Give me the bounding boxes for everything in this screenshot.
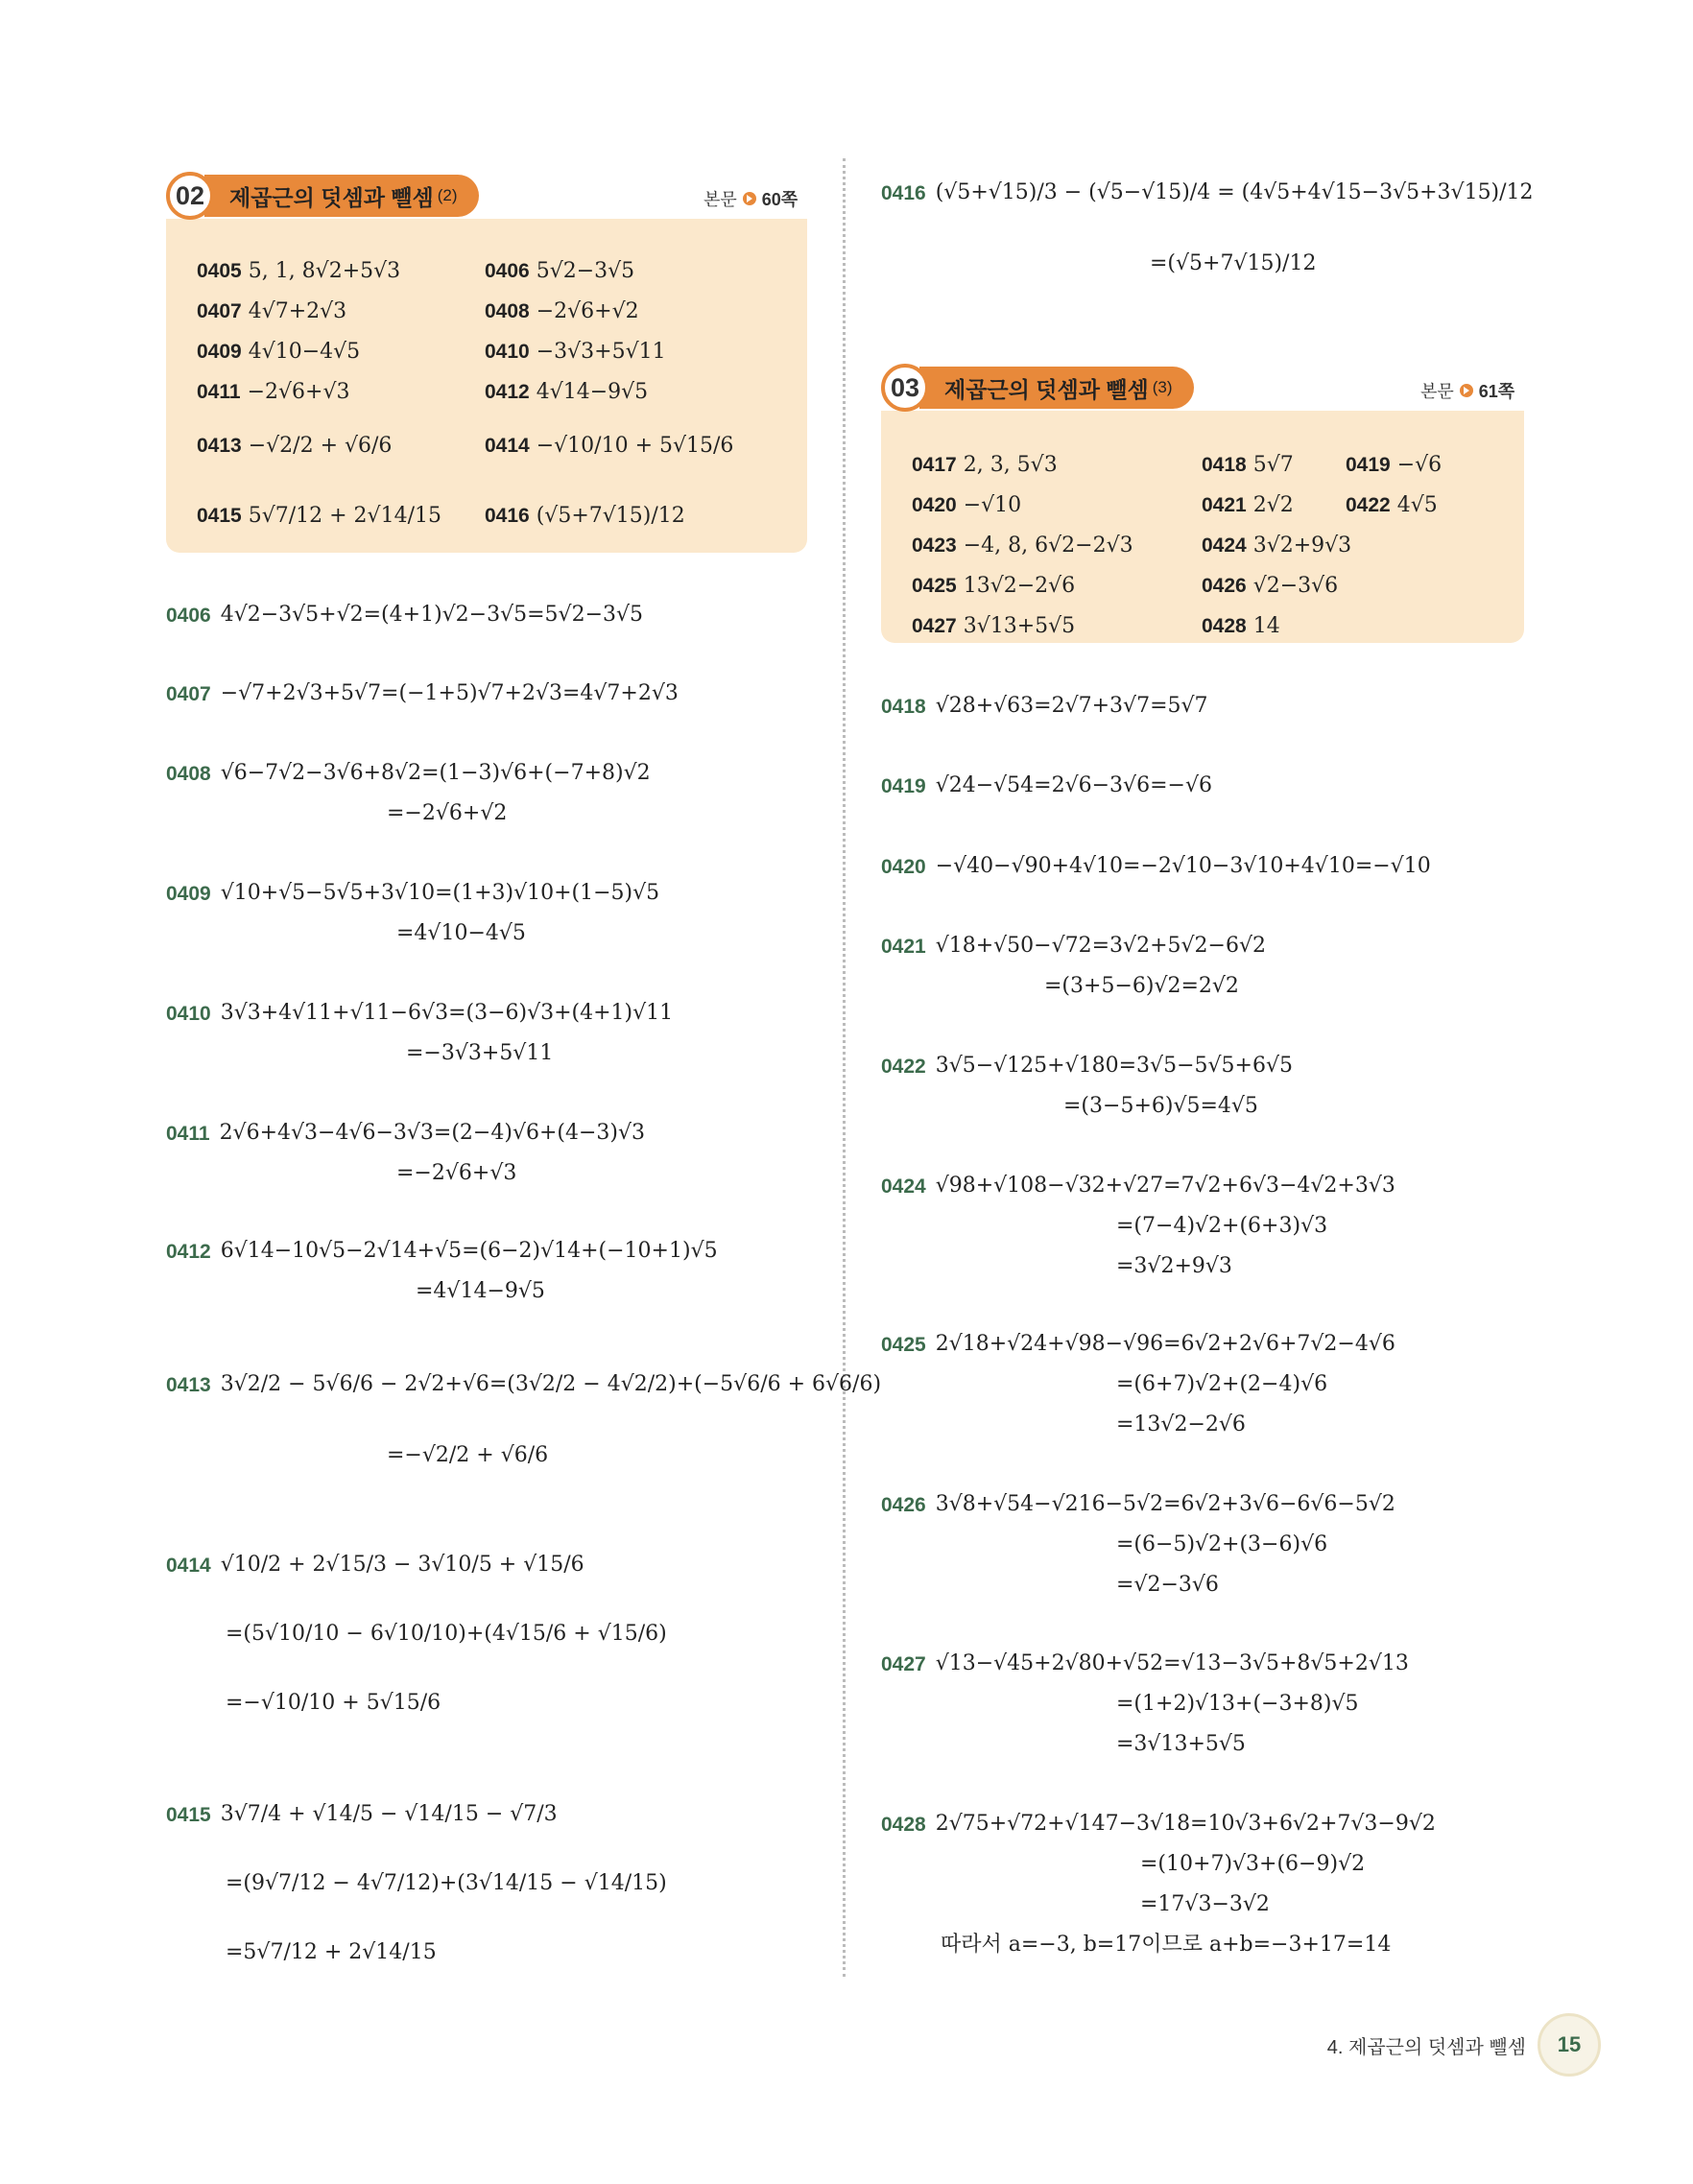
solution-line bbox=[881, 775, 1212, 796]
solution-line bbox=[396, 1163, 516, 1184]
solution-text: −√7+2√3+5√7=(−1+5)√7+2√3=4√7+2√3 bbox=[220, 681, 679, 705]
solution-text: √13−√45+2√80+√52=√13−3√5+8√5+2√13 bbox=[935, 1651, 1409, 1675]
answer-item bbox=[1346, 493, 1438, 517]
solution-text: =−2√6+√3 bbox=[396, 1161, 517, 1185]
solution-text: =3√13+5√5 bbox=[1116, 1732, 1246, 1756]
answer-text: −√10 bbox=[963, 493, 1022, 517]
solution-line bbox=[1063, 1096, 1258, 1117]
solution-text: =(6+7)√2+(2−4)√6 bbox=[1116, 1372, 1328, 1396]
solution-id: 0426 bbox=[881, 1493, 926, 1516]
solution-id: 0420 bbox=[881, 855, 926, 878]
solution-text: 3√2/2 − 5√6/6 − 2√2+√6=(3√2/2 − 4√2/2)+(−5√6/6 + 6√6/6) bbox=[220, 1372, 882, 1396]
answer-item bbox=[485, 380, 648, 404]
solution-text: 3√7/4 + √14/5 − √14/15 − √7/3 bbox=[220, 1802, 558, 1826]
solution-line bbox=[941, 1935, 1391, 1956]
solution-id: 0425 bbox=[881, 1333, 926, 1356]
ref-label: 본문 bbox=[1420, 382, 1454, 401]
answer-id: 0408 bbox=[485, 299, 530, 322]
solution-text: =17√3−3√2 bbox=[1140, 1892, 1270, 1916]
answer-text: 14 bbox=[1252, 614, 1280, 638]
answer-id: 0413 bbox=[197, 434, 242, 457]
solution-line bbox=[166, 1241, 718, 1262]
solution-line bbox=[166, 605, 643, 626]
ref-label: 본문 bbox=[703, 190, 737, 209]
solution-line bbox=[1116, 1216, 1327, 1237]
solution-text: √28+√63=2√7+3√7=5√7 bbox=[935, 694, 1208, 718]
solution-text: 2√75+√72+√147−3√18=10√3+6√2+7√3−9√2 bbox=[935, 1812, 1436, 1836]
answer-id: 0419 bbox=[1346, 453, 1391, 476]
answer-id: 0418 bbox=[1202, 453, 1247, 476]
solution-text: √24−√54=2√6−3√6=−√6 bbox=[935, 773, 1212, 797]
solution-text: =(1+2)√13+(−3+8)√5 bbox=[1116, 1692, 1359, 1716]
solution-text: −√40−√90+4√10=−2√10−3√10+4√10=−√10 bbox=[935, 854, 1431, 878]
answer-item bbox=[485, 434, 733, 458]
section-title bbox=[204, 175, 479, 217]
solution-line bbox=[881, 1814, 1436, 1835]
solution-id: 0407 bbox=[166, 682, 211, 705]
answer-item bbox=[197, 299, 346, 323]
solution-id: 0421 bbox=[881, 935, 926, 958]
solution-line bbox=[1150, 253, 1316, 274]
answer-id: 0406 bbox=[485, 259, 530, 282]
solution-line bbox=[1116, 1256, 1232, 1277]
solution-text: =13√2−2√6 bbox=[1116, 1412, 1246, 1436]
solution-text: 2√6+4√3−4√6−3√3=(2−4)√6+(4−3)√3 bbox=[219, 1121, 645, 1145]
answer-text: 2, 3, 5√3 bbox=[963, 453, 1058, 477]
solution-text: =(√5+7√15)/12 bbox=[1150, 251, 1317, 275]
answer-text: −√10/10 + 5√15/6 bbox=[536, 434, 734, 458]
answer-text: −3√3+5√11 bbox=[536, 340, 666, 364]
solution-id: 0414 bbox=[166, 1554, 211, 1577]
solution-line bbox=[396, 923, 526, 944]
answer-id: 0426 bbox=[1202, 574, 1247, 597]
answer-id: 0423 bbox=[912, 534, 957, 557]
answer-text: 5, 1, 8√2+5√3 bbox=[248, 259, 401, 283]
solution-line bbox=[881, 696, 1208, 717]
section-title bbox=[919, 367, 1194, 409]
answer-id: 0425 bbox=[912, 574, 957, 597]
solution-line bbox=[1116, 1414, 1246, 1436]
section-number: 03 bbox=[881, 364, 929, 412]
answer-item bbox=[1202, 574, 1338, 598]
answer-id: 0411 bbox=[197, 380, 241, 403]
solution-line bbox=[1116, 1374, 1327, 1395]
answer-id: 0422 bbox=[1346, 493, 1391, 516]
answer-item bbox=[1202, 614, 1280, 638]
solution-line bbox=[387, 803, 507, 824]
solution-line bbox=[166, 1003, 673, 1024]
answer-id: 0415 bbox=[197, 504, 242, 527]
solution-text: 2√18+√24+√98−√96=6√2+2√6+7√2−4√6 bbox=[935, 1332, 1395, 1356]
answer-text: 4√10−4√5 bbox=[248, 340, 361, 364]
solution-id: 0427 bbox=[881, 1652, 926, 1675]
answer-text: −√6 bbox=[1396, 453, 1443, 477]
answer-id: 0417 bbox=[912, 453, 957, 476]
section-number: 02 bbox=[166, 172, 214, 220]
solution-line bbox=[1140, 1894, 1270, 1915]
solution-text: =4√10−4√5 bbox=[396, 921, 526, 945]
solution-text: 4√2−3√5+√2=(4+1)√2−3√5=5√2−3√5 bbox=[220, 603, 644, 627]
answer-id: 0420 bbox=[912, 493, 957, 516]
answer-item bbox=[197, 380, 349, 404]
solution-text: √98+√108−√32+√27=7√2+6√3−4√2+3√3 bbox=[935, 1174, 1395, 1198]
section-header-02 bbox=[166, 171, 479, 221]
arrow-right-icon bbox=[743, 192, 756, 205]
answer-id: 0416 bbox=[485, 504, 530, 527]
solution-line bbox=[226, 1693, 441, 1714]
solution-line bbox=[226, 1873, 667, 1894]
solution-line bbox=[881, 856, 1431, 877]
answer-text: 5√7 bbox=[1252, 453, 1294, 477]
solution-text: 3√8+√54−√216−5√2=6√2+3√6−6√6−5√2 bbox=[935, 1492, 1395, 1516]
solution-line bbox=[166, 1374, 881, 1395]
solution-id: 0411 bbox=[166, 1122, 210, 1145]
answer-item bbox=[1202, 453, 1294, 477]
arrow-right-icon bbox=[1460, 384, 1473, 397]
solution-line bbox=[166, 763, 651, 784]
solution-text: √6−7√2−3√6+8√2=(1−3)√6+(−7+8)√2 bbox=[220, 761, 651, 785]
answer-item bbox=[912, 574, 1075, 598]
section-title-sub: (3) bbox=[1152, 378, 1173, 396]
solution-id: 0408 bbox=[166, 762, 211, 785]
solution-line bbox=[1116, 1534, 1327, 1555]
page-reference bbox=[703, 186, 798, 211]
section-title-text: 제곱근의 덧셈과 뺄셈 bbox=[944, 376, 1149, 402]
section-title-sub: (2) bbox=[437, 186, 458, 204]
solution-text: =4√14−9√5 bbox=[416, 1279, 545, 1303]
solution-id: 0416 bbox=[881, 181, 926, 204]
solution-line bbox=[226, 1942, 437, 1963]
answer-id: 0427 bbox=[912, 614, 957, 637]
answer-text: 13√2−2√6 bbox=[963, 574, 1076, 598]
solution-text: =√2−3√6 bbox=[1116, 1573, 1219, 1597]
solution-text: =−2√6+√2 bbox=[387, 801, 508, 825]
answer-text: 5√2−3√5 bbox=[536, 259, 635, 283]
answer-item bbox=[485, 504, 685, 528]
solution-line bbox=[881, 1175, 1395, 1197]
answer-text: −2√6+√2 bbox=[536, 299, 639, 323]
solution-id: 0419 bbox=[881, 774, 926, 797]
answer-item bbox=[485, 340, 666, 364]
page-reference bbox=[1420, 378, 1514, 403]
solution-id: 0418 bbox=[881, 695, 926, 718]
answer-item bbox=[197, 504, 441, 528]
solution-id: 0413 bbox=[166, 1373, 211, 1396]
answer-text: 5√7/12 + 2√14/15 bbox=[248, 504, 441, 528]
solution-text: √10+√5−5√5+3√10=(1+3)√10+(1−5)√5 bbox=[220, 881, 660, 905]
solution-line bbox=[881, 1334, 1395, 1355]
answer-item bbox=[912, 493, 1021, 517]
answer-item bbox=[197, 340, 360, 364]
solution-id: 0415 bbox=[166, 1803, 211, 1826]
footer-chapter: 4. 제곱근의 덧셈과 뺄셈 bbox=[1326, 2036, 1526, 2058]
solution-id: 0424 bbox=[881, 1175, 926, 1198]
solution-line bbox=[387, 1445, 548, 1466]
solution-text: =−√10/10 + 5√15/6 bbox=[226, 1691, 441, 1715]
section-title-text: 제곱근의 덧셈과 뺄셈 bbox=[229, 184, 434, 210]
answer-item bbox=[1202, 534, 1351, 558]
answer-id: 0421 bbox=[1202, 493, 1247, 516]
answer-id: 0405 bbox=[197, 259, 242, 282]
answer-id: 0414 bbox=[485, 434, 530, 457]
solution-line bbox=[226, 1624, 667, 1645]
answer-id: 0428 bbox=[1202, 614, 1247, 637]
solution-line bbox=[416, 1281, 545, 1302]
solution-text: =−3√3+5√11 bbox=[406, 1041, 554, 1065]
answer-id: 0410 bbox=[485, 340, 530, 363]
section-header-03 bbox=[881, 363, 1194, 413]
solution-line bbox=[881, 936, 1266, 957]
solution-text: √18+√50−√72=3√2+5√2−6√2 bbox=[935, 934, 1266, 958]
solution-line bbox=[166, 1555, 584, 1576]
answer-item bbox=[1346, 453, 1442, 477]
solution-line bbox=[1116, 1734, 1246, 1755]
solution-line bbox=[1116, 1694, 1359, 1715]
solution-line bbox=[406, 1043, 553, 1064]
answer-item bbox=[1202, 493, 1294, 517]
page-number: 15 bbox=[1538, 2013, 1601, 2077]
answer-item bbox=[912, 453, 1058, 477]
answer-id: 0407 bbox=[197, 299, 242, 322]
answer-id: 0409 bbox=[197, 340, 242, 363]
answer-text: −4, 8, 6√2−2√3 bbox=[963, 534, 1133, 558]
answer-item bbox=[912, 614, 1075, 638]
solution-line bbox=[1116, 1575, 1219, 1596]
solution-line bbox=[1140, 1854, 1365, 1875]
solution-id: 0410 bbox=[166, 1002, 211, 1025]
ref-page: 60쪽 bbox=[761, 190, 799, 209]
solution-line bbox=[166, 1804, 558, 1825]
solution-text: =(7−4)√2+(6+3)√3 bbox=[1116, 1214, 1328, 1238]
solution-line bbox=[881, 182, 1534, 203]
solution-id: 0406 bbox=[166, 604, 211, 627]
solution-text: =3√2+9√3 bbox=[1116, 1254, 1232, 1278]
solution-line bbox=[166, 683, 679, 704]
solution-text: 6√14−10√5−2√14+√5=(6−2)√14+(−10+1)√5 bbox=[220, 1239, 718, 1263]
solution-text: =(3−5+6)√5=4√5 bbox=[1063, 1094, 1258, 1118]
answer-text: 4√7+2√3 bbox=[248, 299, 347, 323]
answer-text: √2−3√6 bbox=[1252, 574, 1339, 598]
solution-text: √10/2 + 2√15/3 − 3√10/5 + √15/6 bbox=[220, 1553, 584, 1577]
answer-text: 3√13+5√5 bbox=[963, 614, 1076, 638]
answer-item bbox=[197, 434, 392, 458]
solution-text: (√5+√15)/3 − (√5−√15)/4 = (4√5+4√15−3√5+3√15)/12 bbox=[935, 180, 1534, 204]
solution-line bbox=[881, 1494, 1395, 1515]
answer-item bbox=[912, 534, 1133, 558]
answer-id: 0412 bbox=[485, 380, 530, 403]
solution-line bbox=[166, 1123, 645, 1144]
answer-item bbox=[197, 259, 400, 283]
solution-id: 0422 bbox=[881, 1055, 926, 1078]
solution-text: 3√3+4√11+√11−6√3=(3−6)√3+(4+1)√11 bbox=[220, 1001, 674, 1025]
page-footer bbox=[1327, 2013, 1601, 2077]
solution-text: 3√5−√125+√180=3√5−5√5+6√5 bbox=[935, 1054, 1293, 1078]
ref-page: 61쪽 bbox=[1478, 382, 1515, 401]
solution-line bbox=[166, 883, 659, 904]
answer-text: (√5+7√15)/12 bbox=[536, 504, 685, 528]
solution-id: 0412 bbox=[166, 1240, 211, 1263]
solution-line bbox=[881, 1056, 1293, 1077]
solution-id: 0409 bbox=[166, 882, 211, 905]
answer-text: −2√6+√3 bbox=[247, 380, 350, 404]
answer-id: 0424 bbox=[1202, 534, 1247, 557]
solution-text: =(5√10/10 − 6√10/10)+(4√15/6 + √15/6) bbox=[226, 1622, 667, 1646]
answer-box-03 bbox=[881, 411, 1524, 643]
solution-text: =5√7/12 + 2√14/15 bbox=[226, 1940, 437, 1964]
solution-text: =(9√7/12 − 4√7/12)+(3√14/15 − √14/15) bbox=[226, 1871, 667, 1895]
solution-text: =(6−5)√2+(3−6)√6 bbox=[1116, 1532, 1328, 1556]
answer-item bbox=[485, 259, 634, 283]
answer-text: −√2/2 + √6/6 bbox=[248, 434, 393, 458]
solution-text: =(3+5−6)√2=2√2 bbox=[1044, 974, 1239, 998]
answer-text: 3√2+9√3 bbox=[1252, 534, 1352, 558]
answer-text: 4√5 bbox=[1396, 493, 1438, 517]
answer-text: 2√2 bbox=[1252, 493, 1294, 517]
solution-text: 따라서 a=−3, b=17이므로 a+b=−3+17=14 bbox=[941, 1933, 1392, 1957]
solution-line bbox=[1044, 976, 1239, 997]
solution-line bbox=[881, 1653, 1409, 1674]
column-divider bbox=[843, 158, 846, 1977]
solution-text: =−√2/2 + √6/6 bbox=[387, 1443, 549, 1467]
solution-text: =(10+7)√3+(6−9)√2 bbox=[1140, 1852, 1366, 1876]
answer-item bbox=[485, 299, 639, 323]
answer-text: 4√14−9√5 bbox=[536, 380, 649, 404]
solution-id: 0428 bbox=[881, 1813, 926, 1836]
